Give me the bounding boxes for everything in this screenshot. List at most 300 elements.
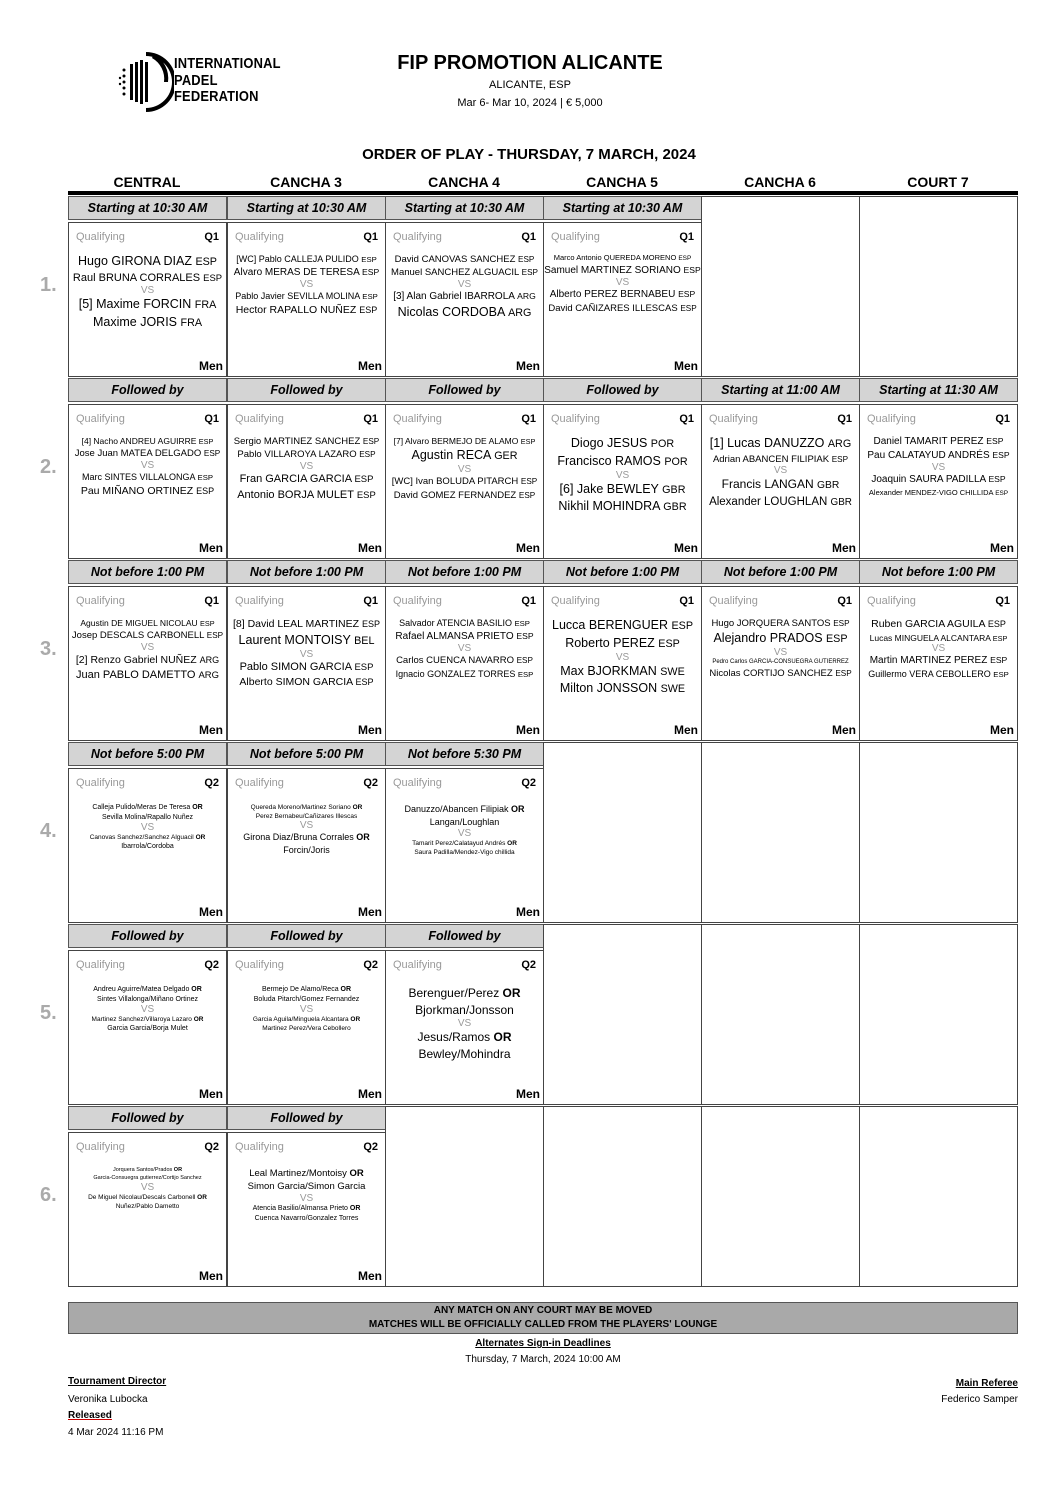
row-number: 4. [40, 820, 57, 842]
match-players [544, 435, 701, 516]
match-cell[interactable] [227, 222, 386, 377]
player-name: Boluda Pitarch/Gomez Fernandez [253, 995, 360, 1003]
player-line [228, 1024, 385, 1033]
released-date: 4 Mar 2024 11:16 PM [68, 1427, 164, 1438]
match-cell[interactable] [68, 950, 227, 1105]
match-stage: Qualifying [709, 413, 758, 425]
player-name: Francisco RAMOS [557, 453, 665, 468]
player-name: Sergio MARTINEZ SANCHEZ [233, 436, 363, 447]
alternates-title: Alternates Sign-in Deadlines [475, 1338, 611, 1349]
match-players [228, 617, 385, 690]
row-number: 2. [40, 456, 57, 478]
player-name: Pau CALATAYUD ANDRÉS [867, 450, 993, 462]
player-name: [7] Alvaro BERMEJO DE ALAMO [393, 436, 521, 446]
match-round: Q1 [521, 413, 536, 425]
match-cell[interactable] [859, 404, 1018, 559]
match-round: Q2 [204, 959, 219, 971]
player-line [544, 253, 701, 264]
slot-time-header: Starting at 11:00 AM [701, 378, 860, 402]
empty-slot [543, 742, 702, 923]
vs-label: VS [299, 460, 314, 472]
player-line [386, 630, 543, 644]
player-nationality: ARG [827, 438, 852, 450]
court-header-row [68, 174, 1018, 190]
player-nationality: ESP [826, 633, 848, 646]
player-name: Adrian ABANCEN FILIPIAK [712, 453, 832, 465]
match-players [69, 1167, 226, 1211]
slot-time-header: Not before 5:00 PM [227, 742, 386, 766]
player-nationality: FRA [180, 317, 202, 330]
player-line [228, 1167, 385, 1180]
match-cell[interactable] [68, 222, 227, 377]
match-cell[interactable] [701, 586, 860, 741]
match-round: Q1 [363, 231, 378, 243]
slot-time-header: Followed by [385, 924, 544, 948]
slot-time-header: Followed by [68, 1106, 227, 1130]
slot-time-header: Starting at 11:30 AM [859, 378, 1018, 402]
player-line [860, 668, 1017, 681]
player-name: Agustin RECA [411, 448, 495, 463]
match-round: Q2 [521, 777, 536, 789]
match-players [386, 617, 543, 681]
empty-slot [543, 924, 702, 1105]
match-stage: Qualifying [76, 1141, 125, 1153]
slot-time-header: Starting at 10:30 AM [68, 196, 227, 220]
match-round: Q1 [363, 595, 378, 607]
match-round: Q2 [363, 959, 378, 971]
player-name: Martinez Perez/Vera Cebollero [262, 1025, 351, 1033]
player-line [386, 435, 543, 447]
player-line [228, 488, 385, 504]
row-number: 6. [40, 1184, 57, 1206]
player-name: Cuenca Navarro/Gonzalez Torres [254, 1214, 359, 1222]
player-name: [WC] Pablo CALLEJA PULIDO [236, 254, 362, 264]
player-line [702, 476, 859, 494]
player-line [544, 453, 701, 471]
match-cell[interactable] [227, 1132, 386, 1287]
player-nationality: ESP [359, 305, 378, 316]
player-nationality: ESP [518, 490, 536, 500]
player-line [386, 290, 543, 304]
player-line [228, 266, 385, 280]
match-stage: Qualifying [709, 595, 758, 607]
player-nationality: ESP [521, 268, 538, 278]
player-nationality: ESP [518, 255, 535, 264]
player-name: Langan/Loughlan [429, 816, 500, 827]
player-nationality: ESP [361, 619, 380, 629]
player-line [69, 447, 226, 460]
player-line [544, 435, 701, 453]
match-players [228, 1167, 385, 1224]
player-name: Guillermo VERA CEBOLLERO [868, 669, 994, 680]
player-line [69, 803, 226, 813]
match-cell[interactable] [701, 404, 860, 559]
player-line [386, 1029, 543, 1046]
player-name: Manuel SANCHEZ ALGUACIL [391, 267, 522, 279]
org-line-1: INTERNATIONAL [174, 55, 281, 72]
match-cell[interactable] [227, 586, 386, 741]
player-line [228, 253, 385, 266]
player-line [544, 264, 701, 278]
player-name: De Miguel Nicolau/Descals Carbonell [88, 1193, 198, 1201]
player-nationality: ESP [361, 255, 377, 264]
player-nationality: ESP [835, 668, 852, 678]
player-name: Salvador ATENCIA BASILIO [399, 618, 515, 628]
vs-label: VS [140, 821, 155, 833]
player-line [69, 484, 226, 499]
match-cell[interactable] [385, 768, 544, 923]
player-line [386, 447, 543, 465]
player-name: Antonio BORJA MULET [237, 488, 357, 501]
player-line [860, 449, 1017, 463]
player-name: Pablo SIMON GARCIA [239, 660, 355, 673]
player-line [386, 1002, 543, 1019]
player-name: Alexander LOUGHLAN [709, 495, 831, 508]
player-nationality: POR [650, 438, 675, 450]
player-line [702, 453, 859, 466]
player-name: Sintes Villalonga/Miñano Ortinez [96, 995, 199, 1003]
player-line [386, 304, 543, 322]
player-name: Nicolas CORDOBA [397, 305, 509, 320]
match-stage: Qualifying [235, 777, 284, 789]
vs-label: VS [140, 285, 155, 297]
match-stage: Qualifying [235, 959, 284, 971]
player-name: Lucas MINGUELA ALCANTARA [869, 632, 993, 643]
match-players [860, 435, 1017, 498]
vs-label: VS [773, 465, 788, 477]
player-nationality: ESP [359, 450, 376, 460]
player-name: Martin MARTINEZ PEREZ [869, 655, 991, 667]
player-nationality: GBR [830, 496, 852, 508]
empty-slot [385, 1106, 544, 1287]
player-nationality: ARG [199, 654, 220, 665]
player-name: Marco Antonio QUEREDA MORENO [553, 253, 679, 262]
match-round: Q1 [837, 595, 852, 607]
match-cell[interactable] [68, 768, 227, 923]
match-stage: Qualifying [551, 231, 600, 243]
match-stage: Qualifying [393, 595, 442, 607]
header-divider [68, 191, 1018, 195]
player-line [702, 494, 859, 510]
player-line [228, 1180, 385, 1193]
player-name: Garcia Garcia/Borja Mulet [107, 1025, 188, 1033]
ipf-logo-icon [118, 50, 174, 114]
player-nationality: ESP [354, 661, 374, 673]
empty-slot [701, 924, 860, 1105]
row-number: 3. [40, 638, 57, 660]
player-nationality: ESP [206, 631, 224, 641]
player-name: Andreu Aguirre/Matea Delgado [93, 986, 192, 993]
player-nationality: ESP [831, 454, 849, 464]
vs-label: VS [931, 643, 946, 655]
player-line [69, 296, 226, 314]
match-stage: Qualifying [76, 231, 125, 243]
empty-slot [859, 196, 1018, 377]
player-name: Canovas Sanchez/Sanchez Alguacil [89, 833, 196, 841]
player-name: Max BJORKMAN [560, 663, 661, 678]
match-players [386, 253, 543, 322]
match-cell[interactable] [859, 586, 1018, 741]
player-name: Daniel TAMARIT PEREZ [873, 436, 987, 447]
match-players [69, 617, 226, 683]
player-name: David GOMEZ FERNANDEZ [393, 489, 519, 501]
player-line [860, 654, 1017, 668]
or-label: OR [173, 1167, 183, 1173]
player-name: Fran GARCIA GARCIA [239, 472, 355, 485]
player-line [228, 617, 385, 632]
match-category: Men [674, 723, 698, 737]
player-nationality: BEL [354, 634, 375, 647]
match-category: Men [199, 1087, 223, 1101]
match-stage: Qualifying [235, 231, 284, 243]
player-line [69, 985, 226, 995]
vs-label: VS [615, 651, 630, 663]
player-name: Hector RAPALLO NUÑEZ [235, 304, 360, 317]
player-nationality: ESP [987, 619, 1006, 629]
or-label: OR [195, 833, 206, 841]
player-name: Jorquera Santos/Prados [112, 1167, 174, 1173]
player-name: Alexander MENDEZ-VIGO CHILLIDA [868, 487, 996, 497]
match-category: Men [832, 541, 856, 555]
player-name: Alejandro PRADOS [713, 631, 827, 646]
player-name: Bjorkman/Jonsson [415, 1003, 514, 1018]
court-name: COURT 7 [907, 174, 969, 190]
player-name: [1] Lucas DANUZZO [709, 436, 828, 450]
match-players [860, 617, 1017, 681]
slot-time-header: Followed by [227, 924, 386, 948]
player-nationality: ESP [988, 474, 1006, 485]
match-players [702, 617, 859, 680]
vs-label: VS [457, 643, 472, 655]
match-stage: Qualifying [393, 413, 442, 425]
player-line [69, 629, 226, 642]
player-nationality: ESP [200, 619, 215, 628]
empty-slot [859, 742, 1018, 923]
match-players [386, 435, 543, 502]
court-name: CANCHA 5 [586, 174, 658, 190]
match-round: Q1 [995, 413, 1010, 425]
or-label: OR [192, 804, 203, 811]
player-name: [3] Alan Gabriel IBARROLA [393, 290, 518, 302]
match-stage: Qualifying [76, 777, 125, 789]
player-line [228, 985, 385, 995]
player-name: Roberto PEREZ [565, 635, 659, 650]
vs-label: VS [299, 1192, 314, 1204]
match-category: Men [516, 723, 540, 737]
player-name: Leal Martinez/Montoisy [249, 1168, 350, 1179]
match-players [386, 985, 543, 1063]
player-line [386, 985, 543, 1002]
row-number: 5. [40, 1002, 57, 1024]
match-cell[interactable] [227, 950, 386, 1105]
player-line [228, 448, 385, 461]
match-cell[interactable] [385, 404, 544, 559]
player-name: Bewley/Mohindra [418, 1047, 511, 1062]
player-line [228, 831, 385, 844]
match-category: Men [199, 1269, 223, 1283]
match-round: Q1 [363, 413, 378, 425]
match-cell[interactable] [543, 586, 702, 741]
player-line [386, 654, 543, 667]
slot-time-header: Starting at 10:30 AM [385, 196, 544, 220]
player-line [69, 1202, 226, 1211]
player-nationality: ESP [516, 630, 534, 641]
match-round: Q1 [521, 595, 536, 607]
match-stage: Qualifying [867, 413, 916, 425]
player-line [544, 680, 701, 698]
player-line [386, 816, 543, 829]
player-name: Alberto SIMON GARCIA [239, 676, 356, 689]
or-label: OR [349, 1204, 361, 1212]
player-nationality: ESP [992, 450, 1010, 461]
match-cell[interactable] [227, 404, 386, 559]
slot-time-header: Followed by [227, 1106, 386, 1130]
player-line [386, 1046, 543, 1063]
player-name: Perez Bernabeu/Cañizares Illescas [255, 813, 358, 821]
match-players [544, 253, 701, 316]
player-nationality: ESP [516, 656, 533, 666]
player-nationality: ESP [196, 485, 215, 496]
match-round: Q1 [204, 595, 219, 607]
player-line [69, 271, 226, 287]
player-name: Hugo GIRONA DIAZ [78, 254, 196, 268]
org-line-2: PADEL [174, 71, 218, 89]
player-line [228, 632, 385, 650]
player-name: Francis LANGAN [721, 477, 817, 492]
vs-label: VS [299, 820, 314, 832]
match-players [228, 985, 385, 1033]
player-nationality: ESP [355, 677, 374, 688]
or-label: OR [349, 1168, 364, 1179]
player-nationality: ESP [203, 272, 223, 284]
match-round: Q2 [521, 959, 536, 971]
match-stage: Qualifying [235, 413, 284, 425]
match-cell[interactable] [68, 404, 227, 559]
player-line [386, 266, 543, 279]
player-nationality: SWE [660, 665, 685, 678]
match-cell[interactable] [543, 404, 702, 559]
player-nationality: ARG [198, 669, 219, 681]
player-name: Quereda Moreno/Martinez Soriano [250, 804, 353, 811]
match-stage: Qualifying [393, 231, 442, 243]
player-name: Pablo Javier SEVILLA MOLINA [235, 291, 363, 302]
match-stage: Qualifying [393, 959, 442, 971]
player-nationality: GBR [662, 483, 686, 496]
match-cell[interactable] [385, 950, 544, 1105]
or-label: OR [511, 804, 525, 814]
player-line [702, 667, 859, 680]
match-category: Men [358, 1087, 382, 1101]
slot-time-header: Not before 1:00 PM [701, 560, 860, 584]
slot-time-header: Starting at 10:30 AM [543, 196, 702, 220]
player-name: Alberto PEREZ BERNABEU [549, 288, 679, 300]
court-name: CANCHA 6 [744, 174, 816, 190]
vs-label: VS [615, 276, 630, 288]
player-line [69, 1167, 226, 1175]
alternates-date: Thursday, 7 March, 2024 10:00 AM [465, 1354, 621, 1365]
player-line [544, 288, 701, 302]
empty-slot [701, 1106, 860, 1287]
player-name: [5] Maxime FORCIN [78, 297, 195, 312]
match-round: Q1 [521, 231, 536, 243]
player-nationality: ESP [195, 256, 217, 268]
player-name: Saura Padilla/Mendez-Vigo chillida [414, 848, 515, 856]
match-cell[interactable] [385, 586, 544, 741]
or-label: OR [191, 986, 202, 993]
player-line [544, 481, 701, 499]
match-round: Q1 [837, 413, 852, 425]
player-name: Atencia Basilio/Almansa Prieto [252, 1204, 350, 1212]
player-nationality: ESP [362, 266, 380, 277]
slot-time-header: Not before 1:00 PM [385, 560, 544, 584]
match-players [544, 617, 701, 698]
player-name: Jesus/Ramos [417, 1030, 494, 1045]
player-line [228, 1204, 385, 1214]
player-nationality: ESP [995, 489, 1009, 497]
player-line [702, 630, 859, 648]
player-nationality: ESP [362, 292, 378, 302]
player-line [386, 617, 543, 630]
vs-label: VS [457, 1018, 472, 1030]
match-cell[interactable] [68, 586, 227, 741]
match-category: Men [358, 1269, 382, 1283]
or-label: OR [350, 1015, 361, 1023]
player-line [386, 253, 543, 266]
empty-slot [859, 1106, 1018, 1287]
director-name: Veronika Lubocka [68, 1394, 148, 1405]
match-cell[interactable] [543, 222, 702, 377]
player-nationality: SWE [660, 683, 686, 696]
match-round: Q1 [995, 595, 1010, 607]
player-line [69, 668, 226, 684]
player-name: Calleja Pulido/Meras De Teresa [92, 804, 193, 811]
match-round: Q2 [363, 1141, 378, 1153]
player-nationality: ESP [520, 477, 538, 487]
player-name: Diogo JESUS [570, 436, 651, 450]
player-name: Samuel MARTINEZ SORIANO [544, 264, 684, 276]
player-line [69, 253, 226, 271]
match-cell[interactable] [385, 222, 544, 377]
notice-line-1: ANY MATCH ON ANY COURT MAY BE MOVED [433, 1305, 653, 1316]
match-round: Q1 [679, 413, 694, 425]
match-round: Q1 [204, 231, 219, 243]
player-nationality: ESP [658, 637, 680, 650]
match-cell[interactable] [227, 768, 386, 923]
match-round: Q2 [363, 777, 378, 789]
player-nationality: ESP [993, 670, 1009, 680]
player-name: Hugo JORQUERA SANTOS [711, 618, 834, 629]
player-nationality: ESP [678, 288, 696, 299]
slot-time-header: Not before 1:00 PM [859, 560, 1018, 584]
player-name: Pedro Carlos GARCIA-CONSUEGRA GUTIERREZ [712, 659, 849, 666]
tournament-dates: Mar 6- Mar 10, 2024 | € 5,000 [457, 97, 603, 109]
released-label: Released [68, 1410, 112, 1421]
player-name: Ignacio GONZALEZ TORRES [395, 668, 518, 679]
match-stage: Qualifying [551, 595, 600, 607]
player-nationality: ESP [520, 437, 536, 446]
player-name: Ruben GARCIA AGUILA [871, 618, 988, 630]
player-name: Carlos CUENCA NAVARRO [396, 655, 517, 667]
vs-label: VS [140, 1181, 155, 1193]
vs-label: VS [140, 1003, 155, 1015]
player-nationality: ESP [992, 633, 1008, 643]
match-cell[interactable] [68, 1132, 227, 1287]
notice-box [68, 1302, 1018, 1334]
player-nationality: ESP [514, 619, 530, 628]
director-label: Tournament Director [68, 1376, 167, 1387]
player-nationality: ESP [356, 489, 376, 501]
match-category: Men [199, 723, 223, 737]
